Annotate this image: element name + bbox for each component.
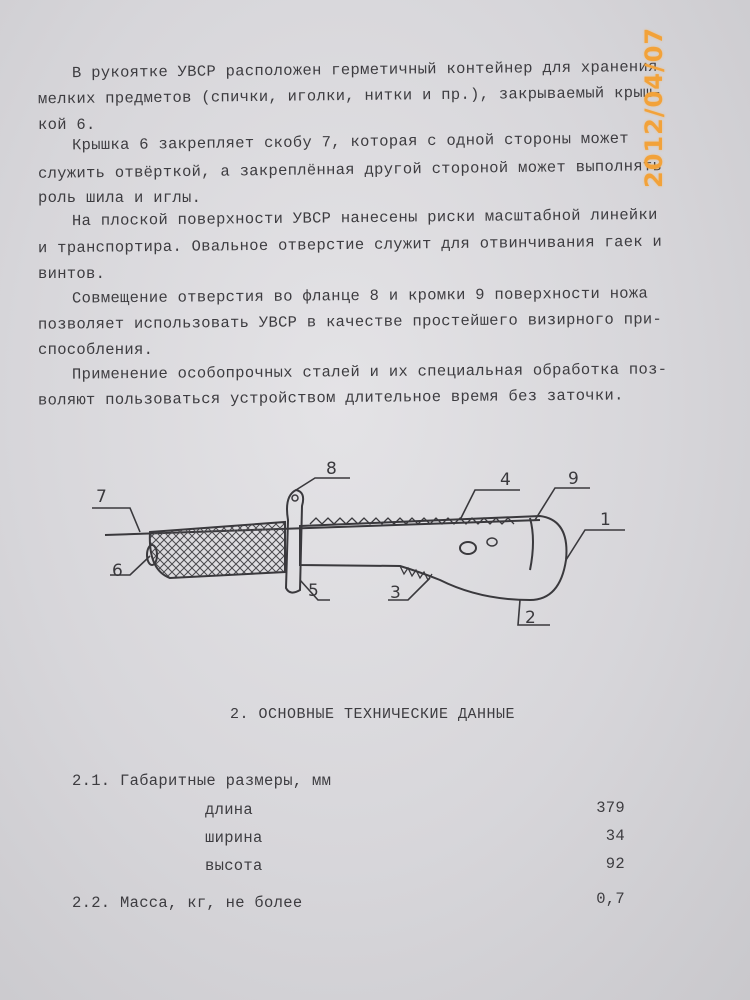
leader-7 xyxy=(92,508,140,532)
spec-label-length: длина xyxy=(205,801,254,819)
knife-handle xyxy=(150,522,285,578)
paragraph-4-line-3: способления. xyxy=(38,341,154,359)
callout-6: 6 xyxy=(112,561,123,581)
callout-1: 1 xyxy=(600,510,611,530)
paragraph-5-line-1: Применение особопрочных сталей и их специальная обработка поз- xyxy=(71,360,668,384)
guard-hole xyxy=(292,495,298,501)
paragraph-1-line-2: мелких предметов (спички, иголки, нитки и пр.), закрываемый крыш- xyxy=(37,83,663,109)
section-heading: 2. ОСНОВНЫЕ ТЕХНИЧЕСКИЕ ДАННЫЕ xyxy=(230,706,516,723)
paragraph-3-line-3: винтов. xyxy=(38,265,106,283)
paragraph-2-line-2: служить отвёрткой, а закреплённая другой стороной может выполнять xyxy=(37,157,663,183)
small-hole xyxy=(487,538,497,546)
paragraph-2-line-1: Крышка 6 закрепляет скобу 7, которая с одной стороны может xyxy=(71,129,629,155)
paragraph-3-line-2: и транспортира. Овальное отверстие служит для отвинчивания гаек и xyxy=(37,232,663,258)
paragraph-4-line-1: Совмещение отверстия во фланце 8 и кромки 9 поверхности ножа xyxy=(71,284,649,308)
mass-label: 2.2. Масса, кг, не более xyxy=(72,894,303,912)
oval-hole xyxy=(460,542,476,554)
knife-blade xyxy=(300,516,566,600)
leader-1 xyxy=(566,530,625,560)
callout-3: 3 xyxy=(390,583,401,603)
callout-4: 4 xyxy=(500,470,511,490)
date-stamp: 2012/04/07 xyxy=(640,26,668,188)
callout-8: 8 xyxy=(326,459,337,479)
leader-9 xyxy=(535,488,590,520)
callout-9: 9 xyxy=(568,469,579,489)
paragraph-5-line-2: воляют пользоваться устройством длительное время без заточки. xyxy=(37,386,624,410)
paragraph-4-line-2: позволяет использовать УВСР в качестве простейшего визирного при- xyxy=(37,310,663,334)
paragraph-3-line-1: На плоской поверхности УВСР нанесены риски масштабной линейки xyxy=(71,205,658,231)
spec-value-width: 34 xyxy=(605,827,625,845)
leader-8 xyxy=(296,478,350,490)
paragraph-1-line-1: В рукоятке УВСР расположен герметичный контейнер для хранения xyxy=(71,57,658,83)
dims-title: 2.1. Габаритные размеры, мм xyxy=(72,772,332,790)
spec-value-height: 92 xyxy=(605,855,625,873)
leader-4 xyxy=(460,490,520,520)
sight-edge xyxy=(530,518,533,570)
paragraph-2-line-3: роль шила и иглы. xyxy=(38,189,202,207)
spec-label-width: ширина xyxy=(205,829,263,847)
spec-label-height: высота xyxy=(205,857,263,875)
spec-value-length: 379 xyxy=(596,799,625,817)
callout-5: 5 xyxy=(308,581,319,601)
mass-value: 0,7 xyxy=(596,890,625,908)
paragraph-1-line-3: кой 6. xyxy=(38,116,96,134)
callout-2: 2 xyxy=(525,608,536,628)
callout-7: 7 xyxy=(96,487,107,507)
